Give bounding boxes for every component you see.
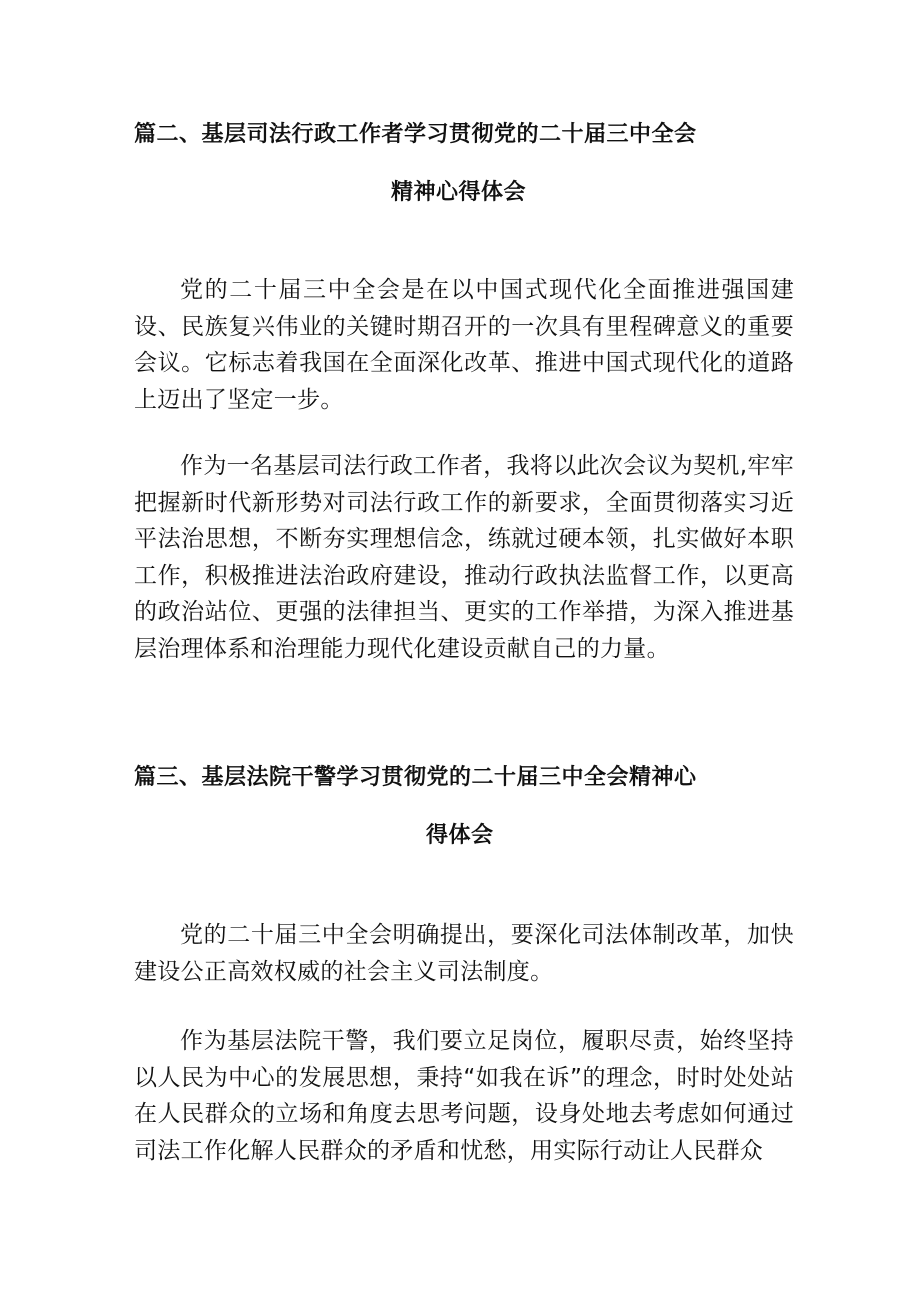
section-2-title-line-1: 篇二、基层司法行政工作者学习贯彻党的二十届三中全会 [134, 122, 697, 147]
section-2-title-line-2: 精神心得体会 [391, 180, 527, 205]
section-3-title-line-2: 得体会 [426, 823, 494, 848]
section-3-title-line-1: 篇三、基层法院干警学习贯彻党的二十届三中全会精神心 [134, 765, 697, 790]
section-2-paragraph-1: 党的二十届三中全会是在以中国式现代化全面推进强国建设、民族复兴伟业的关键时期召开的一次具有里程碑意义的重要会议。它标志着我国在全面深化改革、推进中国式现代化的道路上迈出了坚定一步。 [134, 277, 794, 413]
section-2-paragraph-2: 作为一名基层司法行政工作者，我将以此次会议为契机,牢牢把握新时代新形势对司法行政工作的新要求，全面贯彻落实习近平法治思想，不断夯实理想信念，练就过硬本领，扎实做好本职工作，积极推进法治政府建设，推动行政执法监督工作，以更高的政治站位、更强的法律担当、更实的工作举措，为深入推进基层治理体系和治理能力现代化建设贡献自己的力量。 [134, 453, 794, 662]
section-3-paragraph-2: 作为基层法院干警，我们要立足岗位，履职尽责，始终坚持以人民为中心的发展思想，秉持“如我在诉”的理念，时时处处站在人民群众的立场和角度去思考问题，设身处地去考虑如何通过司法工作化解人民群众的矛盾和忧愁，用实际行动让人民群众 [134, 1028, 794, 1164]
section-3-paragraph-1: 党的二十届三中全会明确提出，要深化司法体制改革，加快建设公正高效权威的社会主义司法制度。 [134, 922, 794, 985]
